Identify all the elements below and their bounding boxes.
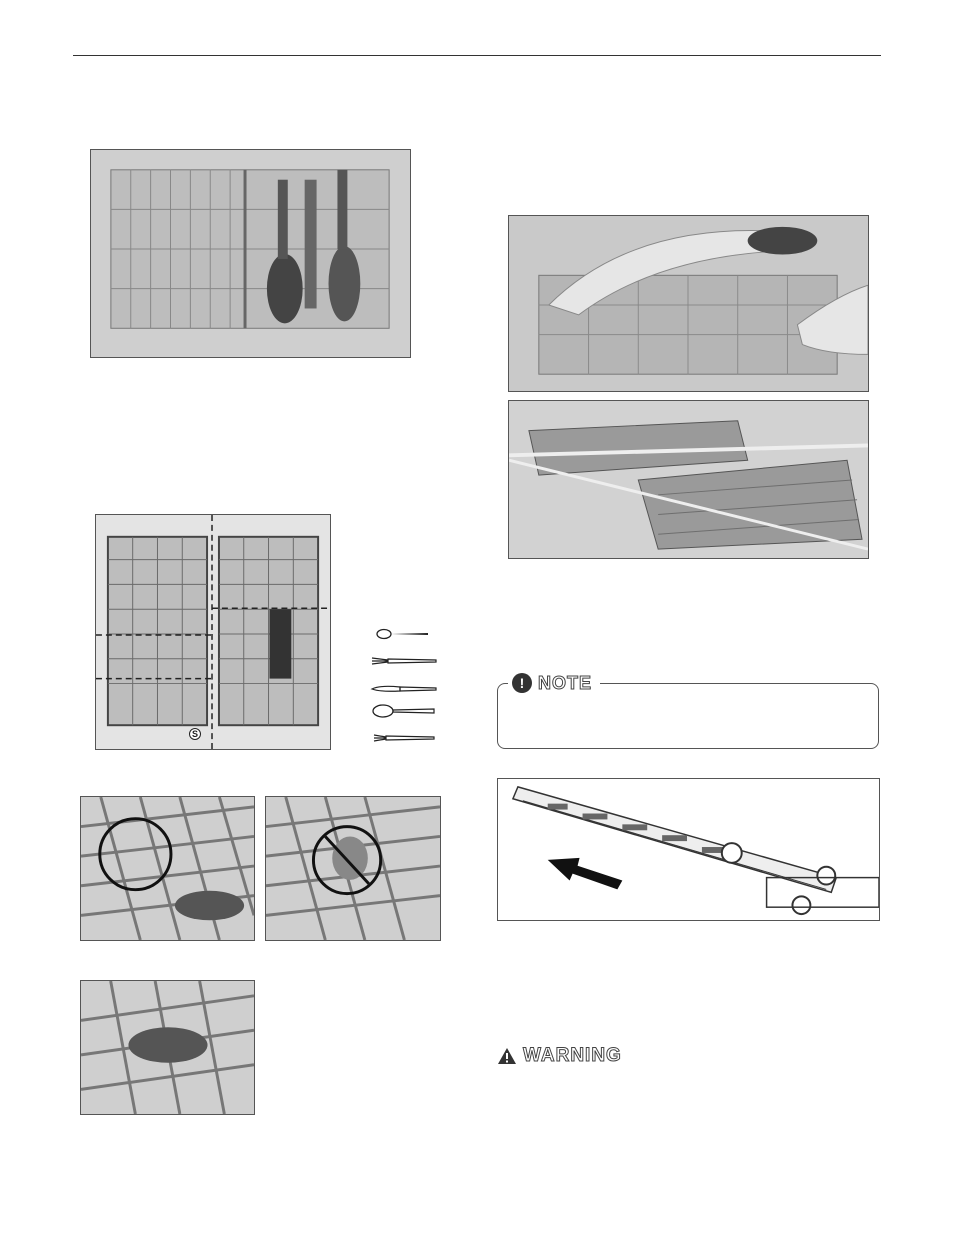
photo-baskets-in-rack [508, 400, 869, 559]
warning-triangle-icon [497, 1047, 517, 1065]
photo-incorrect-placement [265, 796, 441, 941]
salad-fork-icon [370, 731, 438, 745]
cutlery-basket-diagram [95, 514, 331, 750]
note-label: NOTE [538, 672, 593, 693]
header-rule [73, 55, 881, 56]
basket-section-label: S [189, 728, 201, 740]
photo-removing-basket [508, 215, 869, 392]
photo-correct-placement [80, 796, 255, 941]
fork-icon [370, 654, 438, 668]
photo-upper-rack-utensils [90, 149, 411, 358]
rail-slide-diagram [497, 778, 880, 921]
teaspoon-icon [370, 627, 438, 641]
warning-label: WARNING [523, 1045, 622, 1066]
note-heading [508, 671, 600, 695]
exclamation-icon: ! [512, 673, 532, 693]
photo-basket-clip [80, 980, 255, 1115]
knife-icon [370, 682, 438, 696]
warning-heading [497, 1045, 622, 1067]
tablespoon-icon [370, 704, 438, 718]
